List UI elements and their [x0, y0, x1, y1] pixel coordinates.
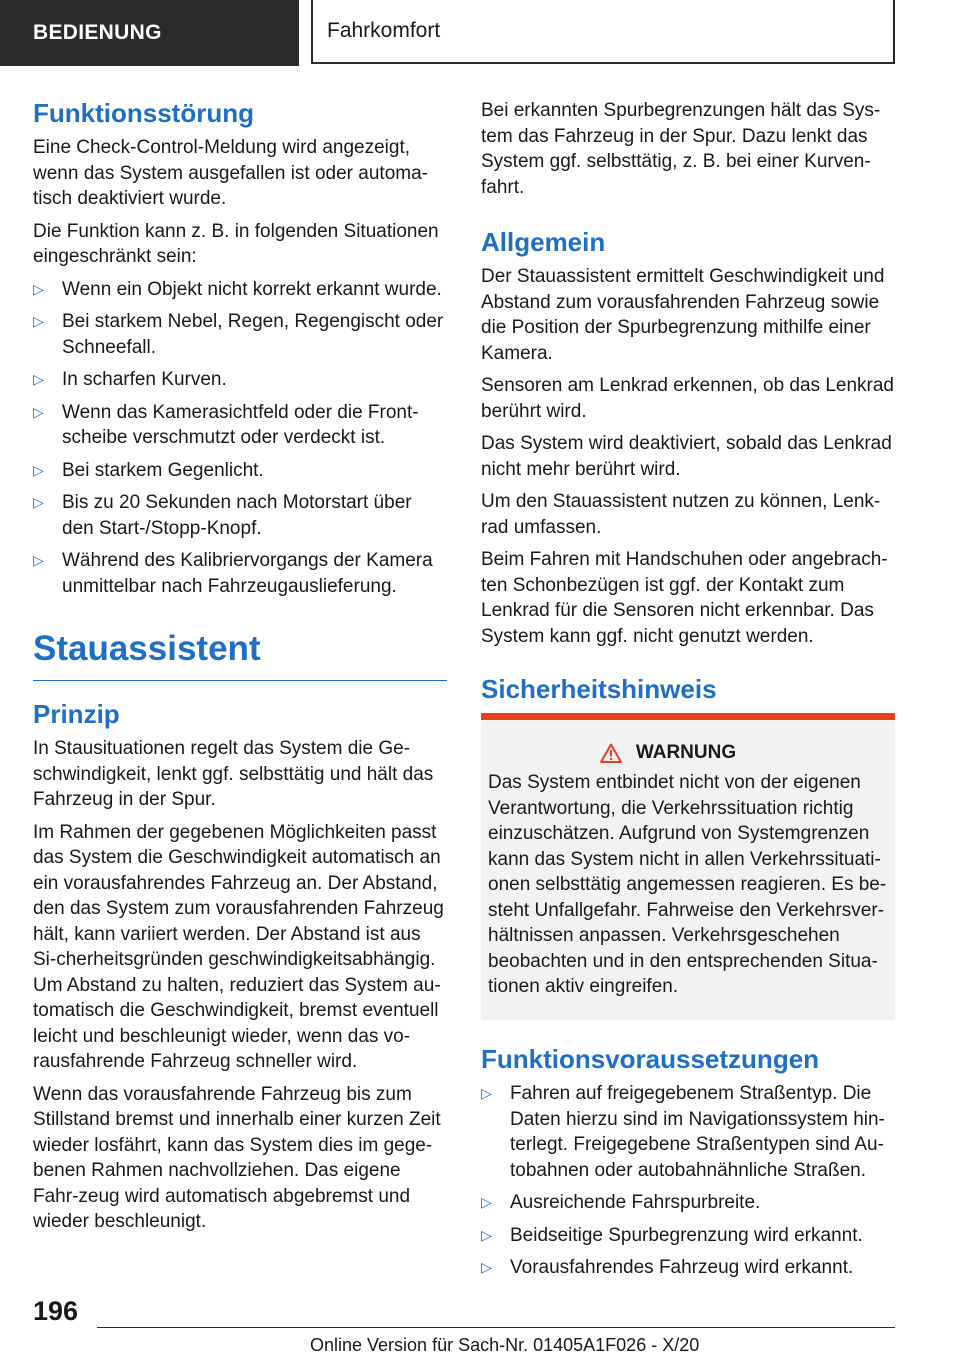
principle-paragraph-3: Wenn das vorausfahrende Fahrzeug bis zum Stillstand bremst und innerhalb einer kurzen Zeit wieder losfährt, kann das System dies im gege-benen Rahmen nachvollziehen. Das eigene Fahr-zeug wird automatisch abgebremst und wieder beschleunigt. [33, 1083, 441, 1233]
general-heading: Allgemein [481, 227, 606, 257]
triangle-right-icon: ▷ [481, 1226, 492, 1243]
malfunction-paragraph-2: Die Funktion kann z. B. in folgenden Situationen eingeschränkt sein: [33, 220, 439, 268]
page-number: 196 [33, 1296, 79, 1326]
list-item: ▷ Beidseitige Spurbegrenzung wird erkannt. [481, 1223, 895, 1249]
warning-title [488, 742, 888, 764]
traffic-jam-heading: Stauassistent [33, 629, 261, 669]
triangle-right-icon: ▷ [481, 1259, 492, 1276]
list-item: ▷ Bei starkem Gegenlicht. [33, 458, 447, 484]
triangle-right-icon: ▷ [33, 461, 44, 478]
section-tab: BEDIENUNG [0, 0, 299, 66]
triangle-right-icon: ▷ [33, 371, 44, 388]
triangle-right-icon: ▷ [33, 403, 44, 420]
warning-text: Das System entbindet nicht von der eigenen Verantwortung, die Verkehrssituation richtig einzuschätzen. Aufgrund von Systemgrenzen kann das System nicht in allen Verkehrssituati-onen selbsttätig angemessen reagieren. Es be-steht Unfallgefahr. Fahrweise den Verkehrsver-hältnissen anpassen. Verkehrsgeschehen beobachten und in den entsprechenden Situa-tionen aktiv eingreifen. [488, 772, 887, 998]
general-paragraph-3: Das System wird deaktiviert, sobald das Lenkrad nicht mehr berührt wird. [481, 433, 892, 480]
principle-paragraph-2: Im Rahmen der gegebenen Möglichkeiten passt das System die Geschwindigkeit automatisch an ein vorausfahrendes Fahrzeug an. Der Abstand, den das System zum vorausfahrenden Fahrzeug hält, kann variiert werden. Der Abstand ist aus Si-cherheitsgründen geschwindigkeitsabhängig. Um Abstand zu halten, reduziert das System au-tomatisch die Geschwindigkeit, bremst eventuell leicht und beschleunigt wieder, wenn das vo-rausfahrende Fahrzeug schneller wird. [33, 821, 444, 1073]
requirements-list [481, 1081, 895, 1281]
footer-text: Online Version für Sach-Nr. 01405A1F026 - X/20 [310, 1335, 700, 1355]
triangle-right-icon: ▷ [481, 1194, 492, 1211]
safety-heading: Sicherheitshinweis [481, 674, 717, 705]
right-column [481, 98, 895, 1288]
lane-intro-paragraph: Bei erkannten Spurbegrenzungen hält das Sys-tem das Fahrzeug in der Spur. Dazu lenkt das System ggf. selbsttätig, z. B. bei einer Kurven-fahrt. [481, 100, 881, 198]
general-paragraph-5: Beim Fahren mit Handschuhen oder angebrach-ten Schonbezügen ist ggf. der Kontakt zum Lenkrad für die Sensoren nicht erkennbar. Das System kann ggf. nicht genutzt werden. [481, 549, 888, 647]
triangle-right-icon: ▷ [33, 280, 44, 297]
list-item: ▷ Ausreichende Fahrspurbreite. [481, 1190, 895, 1216]
left-column [33, 98, 447, 1242]
footer-divider [97, 1327, 895, 1328]
page-header [0, 0, 960, 66]
chapter-title: Fahrkomfort [311, 0, 895, 64]
general-paragraph-2: Sensoren am Lenkrad erkennen, ob das Lenkrad berührt wird. [481, 375, 894, 422]
malfunction-paragraph-1: Eine Check-Control-Meldung wird angezeigt, wenn das System ausgefallen ist oder automa-tisch deaktiviert wurde. [33, 137, 428, 210]
heading-divider [33, 680, 447, 681]
principle-heading: Prinzip [33, 699, 120, 730]
list-item: ▷ Bis zu 20 Sekunden nach Motorstart über den Start-/Stopp-Knopf. [33, 492, 412, 539]
list-item: ▷ Wenn das Kamerasichtfeld oder die Front-scheibe verschmutzt oder verdeckt ist. [33, 401, 419, 449]
general-paragraph-1: Der Stauassistent ermittelt Geschwindigkeit und Abstand zum vorausfahrenden Fahrzeug sowie die Position der Spurbegrenzung mithilfe einer Kamera. [481, 266, 885, 364]
list-item: ▷ Vorausfahrendes Fahrzeug wird erkannt. [481, 1255, 895, 1281]
warning-label: WARNUNG [635, 742, 737, 764]
triangle-right-icon: ▷ [33, 494, 44, 511]
warning-triangle-icon [600, 743, 622, 763]
triangle-right-icon: ▷ [33, 313, 44, 330]
general-paragraph-4: Um den Stauassistent nutzen zu können, Lenk-rad umfassen. [481, 491, 881, 538]
triangle-right-icon: ▷ [33, 552, 44, 569]
triangle-right-icon: ▷ [481, 1085, 492, 1102]
malfunction-list [33, 277, 447, 600]
warning-box [481, 713, 895, 1020]
list-item: ▷ In scharfen Kurven. [33, 367, 447, 393]
list-item: ▷ Während des Kalibriervorgangs der Kamera unmittelbar nach Fahrzeugauslieferung. [33, 550, 433, 597]
malfunction-heading: Funktionsstörung [33, 98, 254, 128]
principle-paragraph-1: In Stausituationen regelt das System die Ge-schwindigkeit, lenkt ggf. selbsttätig und hält das Fahrzeug in der Spur. [33, 738, 434, 811]
list-item: ▷ Fahren auf freigegebenem Straßentyp. Die Daten hierzu sind im Navigationssystem hin-terlegt. Freigegebene Straßentypen sind Au-tobahnen oder autobahnähnliche Straßen. [481, 1083, 885, 1181]
list-item: ▷ Bei starkem Nebel, Regen, Regengischt oder Schneefall. [33, 311, 444, 358]
requirements-heading: Funktionsvoraussetzungen [481, 1043, 820, 1074]
list-item: ▷ Wenn ein Objekt nicht korrekt erkannt wurde. [33, 277, 447, 303]
